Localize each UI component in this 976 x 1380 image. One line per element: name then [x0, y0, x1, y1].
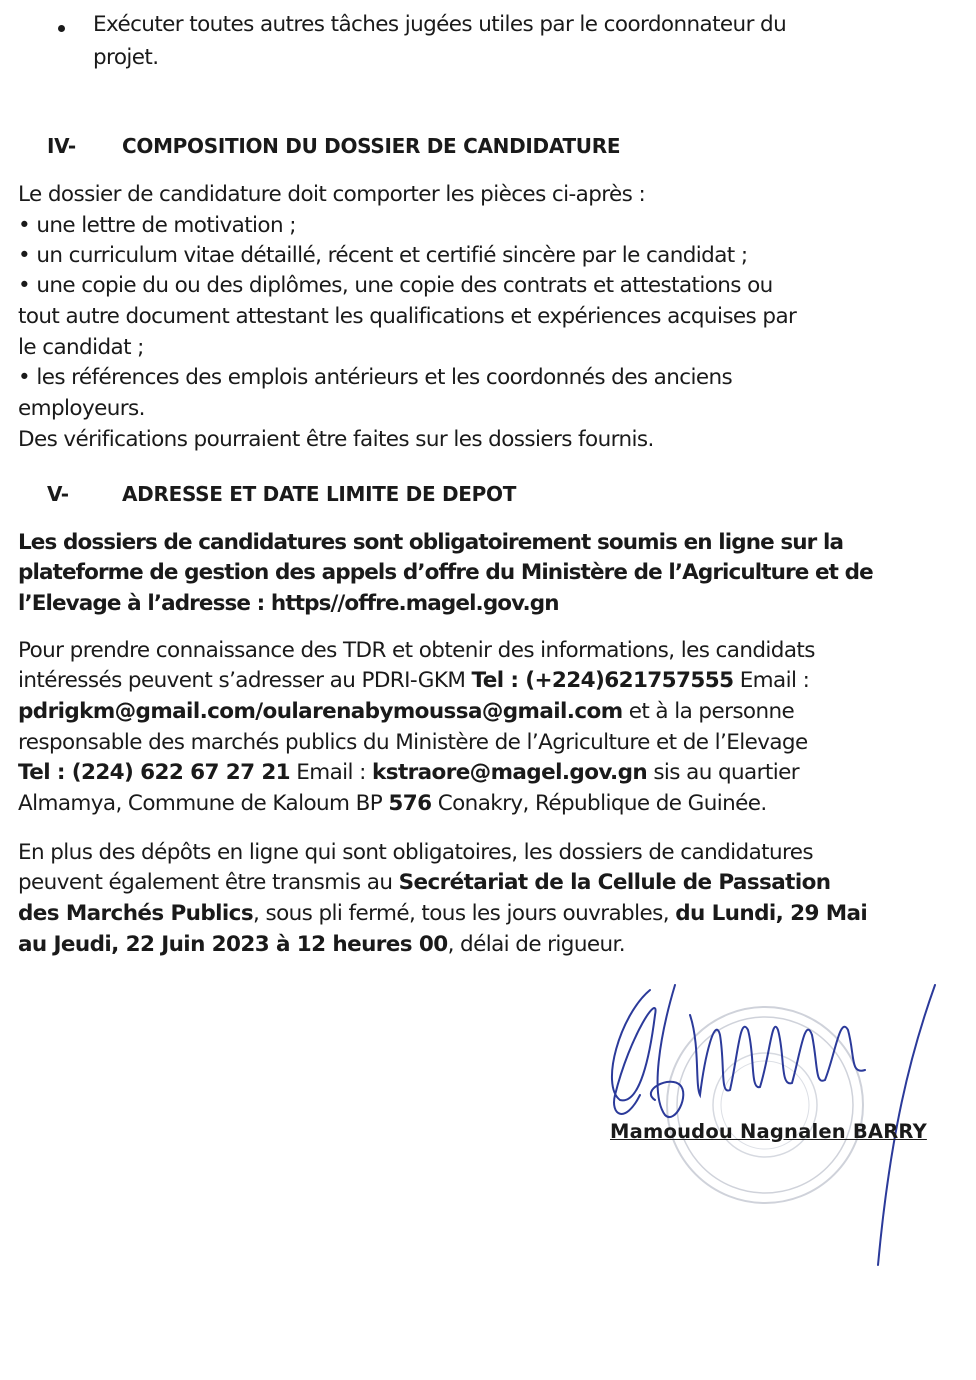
deposit-line [18, 899, 867, 929]
list-item: • une lettre de motivation ; [18, 213, 296, 238]
email-pdri: pdrigkm@gmail.com/oularenabymoussa@gmail.com [18, 699, 623, 724]
contact-line: Pour prendre connaissance des TDR et obtenir des informations, les candidats [18, 638, 815, 663]
section-number: V- [47, 482, 69, 506]
online-para-line: l’Elevage à l’adresse : https//offre.magel.gov.gn [18, 591, 559, 616]
bullet-text-line1: Exécuter toutes autres tâches jugées utiles par le coordonnateur du [93, 12, 787, 37]
deposit-text: , sous pli fermé, tous les jours ouvrables, [253, 901, 676, 926]
contact-line [18, 789, 767, 819]
phone-pdri: Tel : (+224)621757555 [471, 668, 734, 693]
contact-text: intéressés peuvent s’adresser au PDRI-GKM [18, 668, 472, 693]
phone-procurement: Tel : (224) 622 67 27 21 [18, 760, 291, 785]
deposit-line [18, 930, 625, 960]
contact-text: et à la personne [622, 699, 795, 724]
secretariat-name: Secrétariat de la Cellule de Passation [398, 870, 831, 895]
list-item: • les références des emplois antérieurs et les coordonnés des anciens [18, 365, 733, 390]
section-intro: Le dossier de candidature doit comporter les pièces ci-après : [18, 182, 646, 207]
contact-text: Email : [733, 668, 810, 693]
contact-text: Email : [290, 760, 373, 785]
deposit-text: peuvent également être transmis au [18, 870, 399, 895]
po-box: 576 [388, 791, 432, 816]
email-procurement: kstraore@magel.gov.gn [372, 760, 648, 785]
section-number: IV- [47, 134, 76, 158]
signatory-name: Mamoudou Nagnalen BARRY [610, 1120, 927, 1143]
deadline-start: du Lundi, 29 Mai [675, 901, 868, 926]
list-item-cont: le candidat ; [18, 335, 144, 360]
secretariat-name: des Marchés Publics [18, 901, 254, 926]
list-item: • un curriculum vitae détaillé, récent et certifié sincère par le candidat ; [18, 243, 748, 268]
list-item-cont: employeurs. [18, 396, 145, 421]
contact-line [18, 697, 794, 727]
deposit-line: En plus des dépôts en ligne qui sont obligatoires, les dossiers de candidatures [18, 840, 814, 865]
list-item-cont: tout autre document attestant les qualifications et expériences acquises par [18, 304, 797, 329]
deadline-end: au Jeudi, 22 Juin 2023 à 12 heures 00 [18, 932, 448, 957]
contact-line [18, 758, 799, 788]
contact-text: sis au quartier [647, 760, 799, 785]
contact-text: Conakry, République de Guinée. [431, 791, 767, 816]
online-para-line: plateforme de gestion des appels d’offre du Ministère de l’Agriculture et de [18, 560, 873, 585]
contact-line: responsable des marchés publics du Ministère de l’Agriculture et de l’Elevage [18, 730, 808, 755]
list-item: • une copie du ou des diplômes, une copie des contrats et attestations ou [18, 273, 773, 298]
deposit-line [18, 868, 830, 898]
bullet-text-line2: projet. [93, 45, 159, 70]
contact-line [18, 666, 809, 696]
section-note: Des vérifications pourraient être faites sur les dossiers fournis. [18, 427, 654, 452]
contact-text: Almamya, Commune de Kaloum BP [18, 791, 389, 816]
bullet-icon [58, 25, 65, 32]
section-title: COMPOSITION DU DOSSIER DE CANDIDATURE [122, 134, 621, 158]
online-para-line: Les dossiers de candidatures sont obligatoirement soumis en ligne sur la [18, 530, 844, 555]
section-title: ADRESSE ET DATE LIMITE DE DEPOT [122, 482, 517, 506]
deposit-text: , délai de rigueur. [447, 932, 626, 957]
